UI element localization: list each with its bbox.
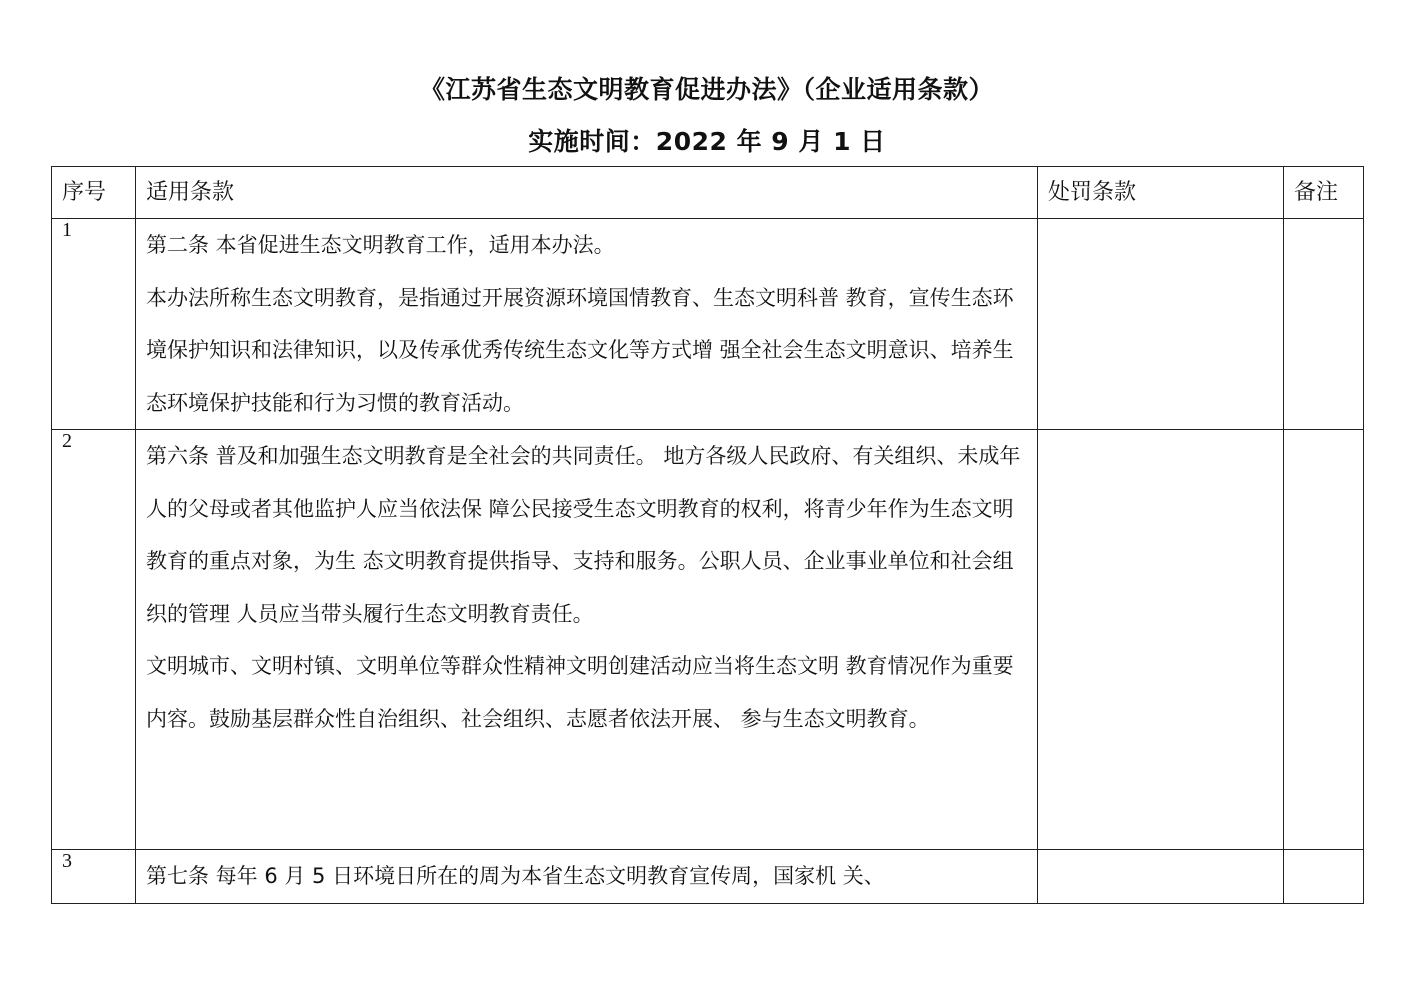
effective-date: 实施时间：2022 年 9 月 1 日 (528, 127, 886, 156)
clause-cell (136, 430, 1038, 850)
header-penalty: 处罚条款 (1038, 167, 1284, 219)
row-number: 2 (52, 430, 136, 850)
table-row (52, 430, 1364, 850)
clause-paragraph: 第二条 本省促进生态文明教育工作，适用本办法。 (146, 233, 615, 257)
table-row (52, 850, 1364, 904)
header-remark: 备注 (1284, 167, 1364, 219)
clause-paragraph: 本办法所称生态文明教育，是指通过开展资源环境国情教育、生态文明科普 教育，宣传生态环境保护知识和法律知识，以及传承优秀传统生态文化等方式增 强全社会生态文明意识、培养生态环境保护技能和行为习惯的教育活动。 (146, 285, 1014, 415)
remark-cell (1284, 219, 1364, 430)
clause-paragraph: 第七条 每年 6 月 5 日环境日所在的周为本省生态文明教育宣传周，国家机 关、 (146, 864, 885, 888)
header-clause: 适用条款 (136, 167, 1038, 219)
row-number: 3 (52, 850, 136, 904)
clause-cell (136, 850, 1038, 904)
remark-cell (1284, 850, 1364, 904)
remark-cell (1284, 430, 1364, 850)
penalty-cell (1038, 219, 1284, 430)
penalty-cell (1038, 430, 1284, 850)
clause-cell (136, 219, 1038, 430)
header-index: 序号 (52, 167, 136, 219)
clauses-table (51, 166, 1364, 904)
clause-paragraph: 文明城市、文明村镇、文明单位等群众性精神文明创建活动应当将生态文明 教育情况作为重要内容。鼓励基层群众性自治组织、社会组织、志愿者依法开展、 参与生态文明教育。 (146, 654, 1014, 731)
clause-paragraph: 第六条 普及和加强生态文明教育是全社会的共同责任。 地方各级人民政府、有关组织、未成年人的父母或者其他监护人应当依法保 障公民接受生态文明教育的权利，将青少年作为生态文明教育的重点对象，为生 态文明教育提供指导、支持和服务。公职人员、企业事业单位和社会组织的管理 人员应当带头履行生态文明教育责任。 (146, 444, 1021, 626)
table-header-row (52, 167, 1364, 219)
table-row (52, 219, 1364, 430)
document-title: 《江苏省生态文明教育促进办法》（企业适用条款） (419, 75, 994, 104)
row-number: 1 (52, 219, 136, 430)
penalty-cell (1038, 850, 1284, 904)
